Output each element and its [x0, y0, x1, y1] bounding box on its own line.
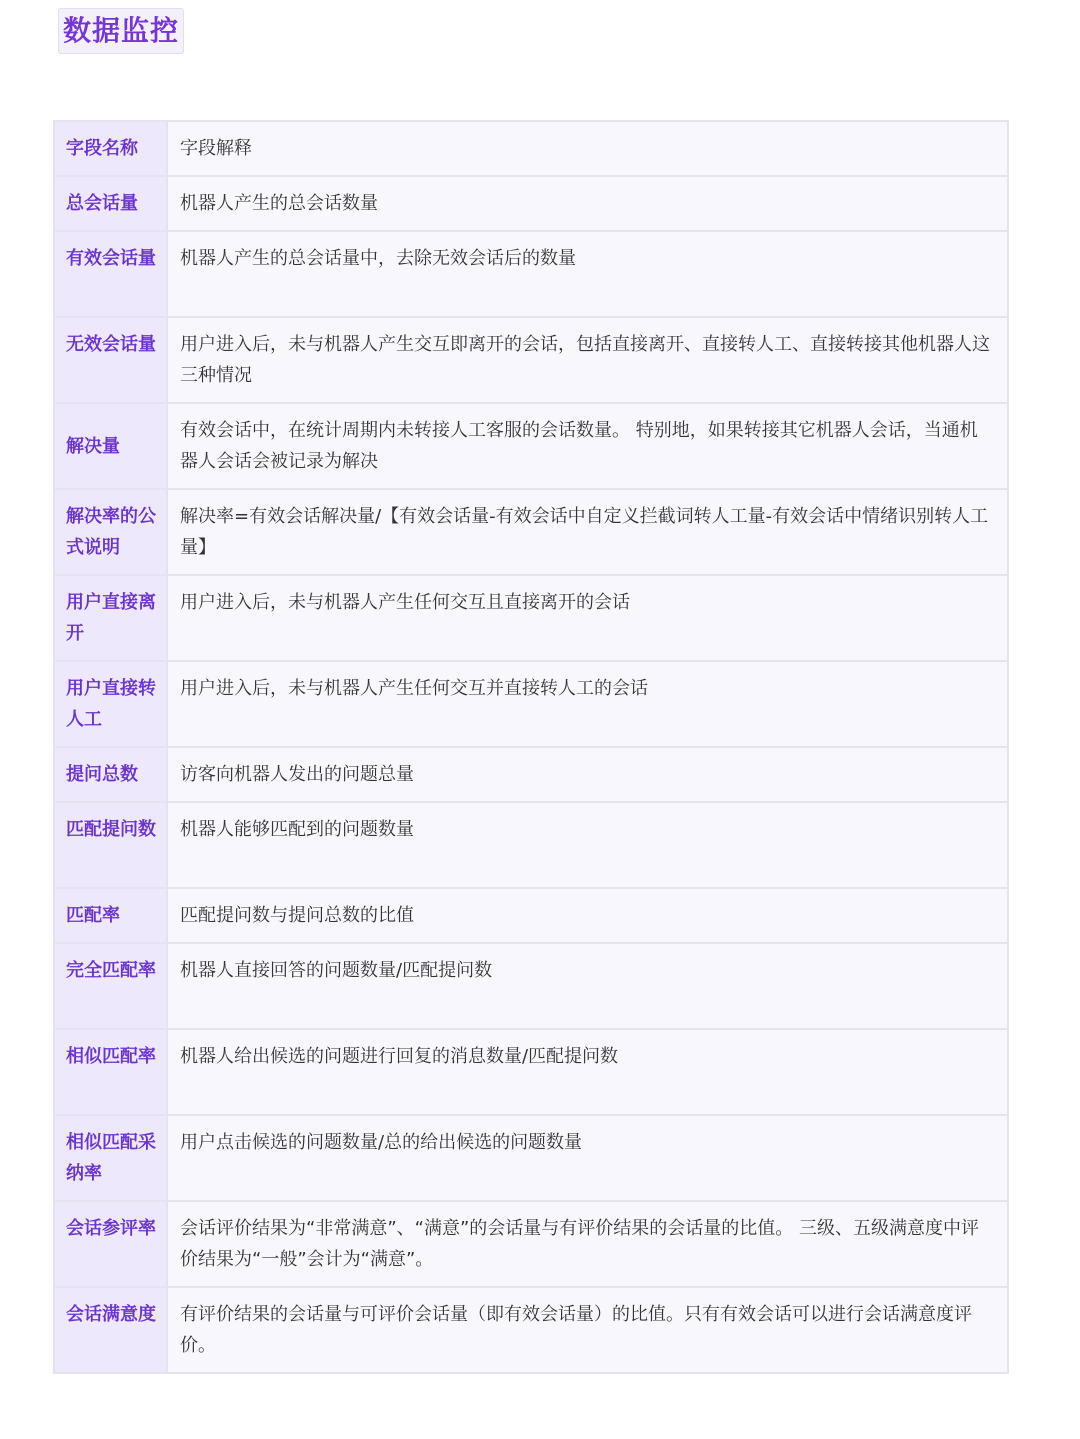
field-name: 总会话量: [54, 176, 167, 231]
field-description: 机器人产生的总会话数量: [167, 176, 1008, 231]
table-row: [54, 1115, 1008, 1201]
field-name: 用户直接离开: [54, 575, 167, 661]
field-name: 相似匹配采纳率: [54, 1115, 167, 1201]
field-name: 有效会话量: [54, 231, 167, 317]
field-name: 完全匹配率: [54, 943, 167, 1029]
page-title-badge: [58, 8, 184, 54]
field-name: 会话满意度: [54, 1287, 167, 1373]
table-row: [54, 403, 1008, 489]
field-name: 解决率的公式说明: [54, 489, 167, 575]
field-description: 有评价结果的会话量与可评价会话量（即有效会话量）的比值。只有有效会话可以进行会话满意度评价。: [167, 1287, 1008, 1373]
field-name: 会话参评率: [54, 1201, 167, 1287]
field-description: 会话评价结果为“非常满意”、“满意”的会话量与有评价结果的会话量的比值。 三级、五级满意度中评价结果为“一般”会计为“满意”。: [167, 1201, 1008, 1287]
metrics-table-container: [53, 120, 1007, 1374]
table-row: [54, 1287, 1008, 1373]
field-description: 用户进入后，未与机器人产生任何交互并直接转人工的会话: [167, 661, 1008, 747]
table-row: [54, 747, 1008, 802]
field-name: 解决量: [54, 403, 167, 489]
field-name: 匹配率: [54, 888, 167, 943]
field-description: 访客向机器人发出的问题总量: [167, 747, 1008, 802]
field-description: 机器人产生的总会话量中，去除无效会话后的数量: [167, 231, 1008, 317]
header-field-description: 字段解释: [167, 121, 1008, 176]
field-description: 机器人直接回答的问题数量/匹配提问数: [167, 943, 1008, 1029]
table-row: [54, 943, 1008, 1029]
field-description: 用户点击候选的问题数量/总的给出候选的问题数量: [167, 1115, 1008, 1201]
field-name: 匹配提问数: [54, 802, 167, 888]
field-name: 无效会话量: [54, 317, 167, 403]
field-description: 用户进入后，未与机器人产生任何交互且直接离开的会话: [167, 575, 1008, 661]
field-name: 提问总数: [54, 747, 167, 802]
table-row: [54, 317, 1008, 403]
table-row: [54, 1029, 1008, 1115]
table-row: [54, 176, 1008, 231]
table-row: [54, 802, 1008, 888]
table-row: [54, 231, 1008, 317]
field-description: 机器人能够匹配到的问题数量: [167, 802, 1008, 888]
table-row: [54, 575, 1008, 661]
metrics-definition-table: [53, 120, 1009, 1374]
header-field-name: 字段名称: [54, 121, 167, 176]
field-name: 相似匹配率: [54, 1029, 167, 1115]
field-name: 用户直接转人工: [54, 661, 167, 747]
table-header-row: [54, 121, 1008, 176]
table-row: [54, 888, 1008, 943]
field-description: 用户进入后，未与机器人产生交互即离开的会话，包括直接离开、直接转人工、直接转接其他机器人这三种情况: [167, 317, 1008, 403]
field-description: 解决率=有效会话解决量/【有效会话量-有效会话中自定义拦截词转人工量-有效会话中情绪识别转人工量】: [167, 489, 1008, 575]
field-description: 机器人给出候选的问题进行回复的消息数量/匹配提问数: [167, 1029, 1008, 1115]
page-title: 数据监控: [63, 14, 180, 47]
field-description: 有效会话中，在统计周期内未转接人工客服的会话数量。 特别地，如果转接其它机器人会话，当通机器人会话会被记录为解决: [167, 403, 1008, 489]
table-row: [54, 1201, 1008, 1287]
table-row: [54, 489, 1008, 575]
field-description: 匹配提问数与提问总数的比值: [167, 888, 1008, 943]
table-row: [54, 661, 1008, 747]
